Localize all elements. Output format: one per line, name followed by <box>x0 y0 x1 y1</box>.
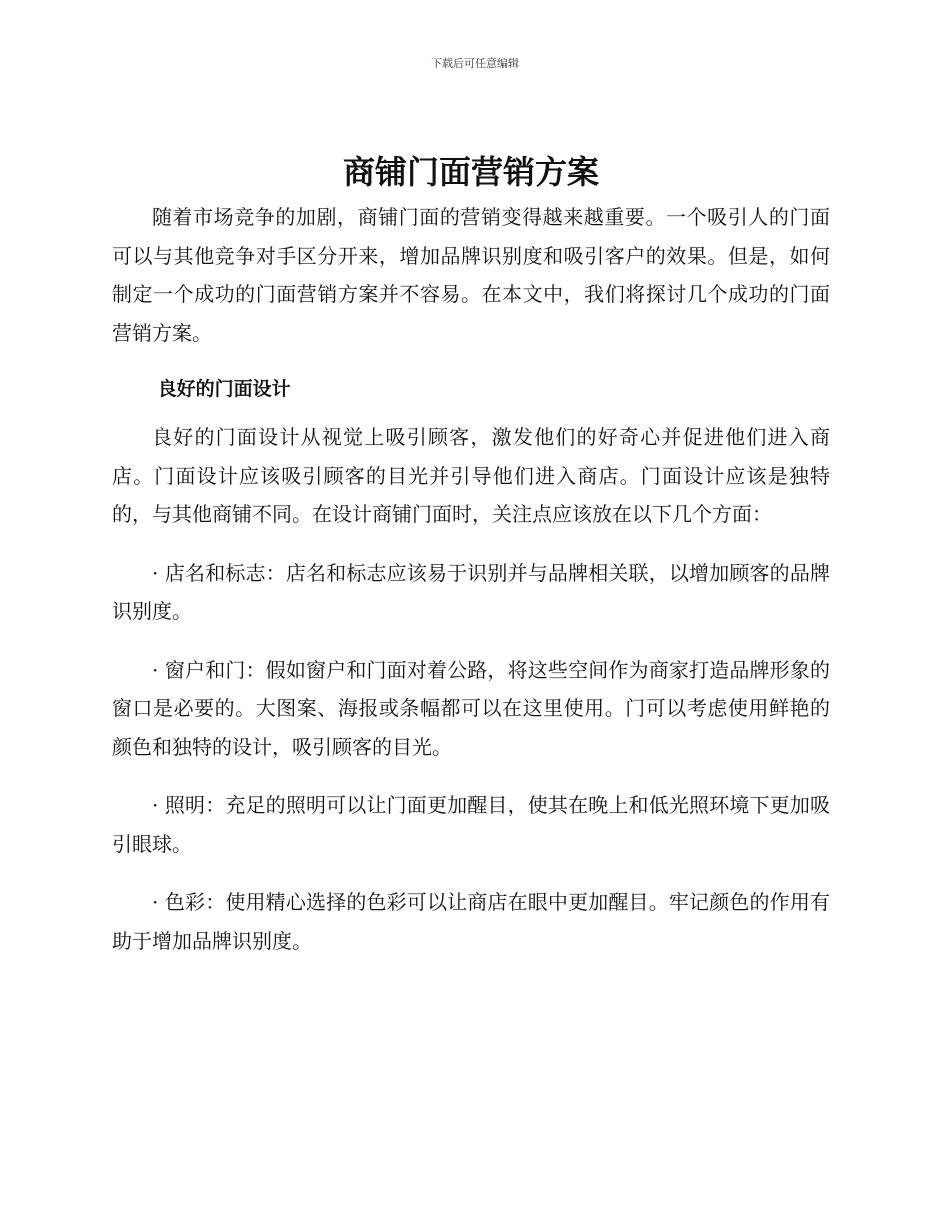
document-title: 商铺门面营销方案 <box>342 153 599 191</box>
bullet-item-color: · 色彩：使用精心选择的色彩可以让商店在眼中更加醒目。牢记颜色的作用有助于增加品牌识别度。 <box>112 890 830 953</box>
intro-paragraph: 随着市场竞争的加剧，商铺门面的营销变得越来越重要。一个吸引人的门面可以与其他竞争对手区分开来，增加品牌识别度和吸引客户的效果。但是，如何制定一个成功的门面营销方案并不容易。在本文中，我们将探讨几个成功的门面营销方案。 <box>112 205 830 345</box>
bullet-item-lighting: · 照明：充足的照明可以让门面更加醒目，使其在晚上和低光照环境下更加吸引眼球。 <box>112 793 830 856</box>
bullet-item-store-name: · 店名和标志：店名和标志应该易于识别并与品牌相关联，以增加顾客的品牌识别度。 <box>112 560 830 623</box>
section-intro-paragraph: 良好的门面设计从视觉上吸引顾客，激发他们的好奇心并促进他们进入商店。门面设计应该吸引顾客的目光并引导他们进入商店。门面设计应该是独特的，与其他商铺不同。在设计商铺门面时，关注点应该放在以下几个方面： <box>112 425 830 526</box>
document-body <box>112 150 830 980</box>
bullet-item-windows-doors: · 窗户和门：假如窗户和门面对着公路，将这些空间作为商家打造品牌形象的窗口是必要的。大图案、海报或条幅都可以在这里使用。门可以考虑使用鲜艳的颜色和独特的设计，吸引顾客的目光。 <box>112 657 830 759</box>
page-header-note: 下载后可任意编辑 <box>431 57 519 70</box>
section-heading: 良好的门面设计 <box>157 378 291 400</box>
